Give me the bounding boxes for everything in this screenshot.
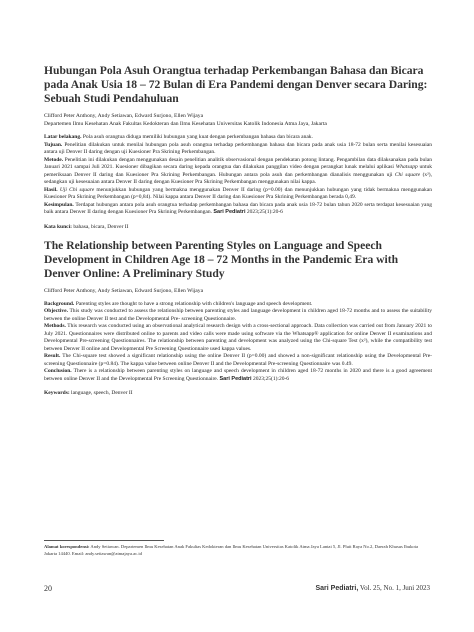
footnote-label: Alamat korespondensi: [44, 544, 90, 549]
running-footer [316, 584, 431, 592]
abstract-text: Pola asuh orangtua diduga memiliki hubungan yang kuat dengan perkembangan bahasa dan bicara anak. [82, 134, 313, 140]
author-list-indonesian: Clifford Peter Anthony, Andy Setiawan, Edward Surjono, Ellen Wijaya [44, 113, 204, 119]
page-number: 20 [44, 584, 52, 593]
abstract-objective-id [44, 142, 432, 157]
footnote-divider [44, 540, 164, 541]
keywords-text: language, speech, Denver II [71, 390, 133, 396]
abstract-text: (x²), sedangkan uji kesesuaian antara Denver II daring dengan Kuesioner Pra Skrining Perkembangan menggunakan nilai kappa. [44, 171, 432, 185]
abstract-text: The Chi-square test showed a significant relationship using the online Denver II (p=0.00) and showed a non-significant relationship using the Developmental Pre-screening Questionnaire (p=0.84). The kappa value between online Denver II and the Developmental Pre-screening Questionnaire was 0.49. [44, 353, 432, 367]
abstract-text: untuk pemeriksaan Denver II daring dan Kuesioner Pra Skrining Perkembangan. Hubungan antara pola asuh dan perkembangan dianalisis menggunakan uji [44, 164, 433, 178]
abstract-indonesian [44, 134, 432, 217]
abstract-label: Conclusion. [44, 368, 72, 374]
keywords-indonesian [44, 223, 432, 231]
abstract-label: Methods. [44, 323, 66, 329]
abstract-label: Latar belakang. [44, 134, 82, 140]
abstract-label: Metode. [44, 156, 64, 163]
abstract-conclusion-en [44, 368, 432, 383]
author-affiliation: Departemen Ilmu Kesehatan Anak Fakultas Kedokteran dan Ilmu Kesehatan Universitas Katolik Indonesia Atma Jaya, Jakarta [44, 121, 327, 127]
author-list-english: Clifford Peter Anthony, Andy Setiawan, Edward Surjono, Ellen Wijaya [44, 287, 204, 294]
abstract-text: There is a relationship between parenting styles on language and speech development in children aged 18-72 months in 2020 and there is a good agreement between online Denver II and the Developmental Pre Screening Questionnaire. [44, 368, 432, 382]
abstract-italic: Whatsapp [395, 164, 418, 170]
abstract-english [44, 301, 432, 384]
abstract-result-en [44, 353, 432, 368]
journal-citation-volume: 2023;25(1):20-6 [252, 375, 290, 382]
abstract-label: Tujuan. [44, 141, 63, 148]
footnote-text: Andy Setiawan. Departemen Ilmu Kesehatan Anak Fakultas Kedokteran dan Ilmu Kesehatan Universitas Katolik Atma Jaya Lantai 5, Jl. Pluit Raya No.2, Daerah Khusus Ibukota Jakarta 14440. Email: andy.setiawan@atmajaya.ac.id [44, 544, 418, 556]
journal-citation-volume: 2023;25(1):20-6 [246, 209, 283, 215]
abstract-results-id [44, 187, 432, 202]
journal-citation-name: Sari Pediatri [213, 209, 246, 215]
abstract-text: This study was conducted to assess the relationship between parenting styles and language development in children aged 18-72 months and to assess the suitability between the online Denver II test and the Developmental Pre- screening Questionnaire. [44, 308, 432, 322]
keywords-text: bahasa, bicara, Denver II [73, 223, 129, 230]
article-content [44, 64, 432, 397]
abstract-label: Objective. [44, 308, 68, 314]
abstract-text: This research was conducted using an observational analytical research design with a cross-sectional approach. Data collection was carried out from January 2021 to July 2021. Questionnaires were distributed online to parents and video calls were made using software via the Whatsapp® application for online Denver II examinations and Developmental Pre-screening Questionnaires. The relationship between parenting and development was analyzed using the Chi-square Test (x²), while the compatibility test between Denver II online and Developmental Pre Screening Questionnaire used kappa values. [44, 323, 432, 352]
abstract-background-id [44, 134, 432, 142]
abstract-label: Kesimpulan. [44, 201, 74, 208]
keywords-english [44, 389, 432, 397]
abstract-text: Penelitian ini dilakukan dengan menggunakan desain penelitian analitik observasional dengan pendekatan potong lintang. Pengambilan data dilaksanakan pada bulan Januari 2021 sampai Juli 2021. Kuesioner dibagikan secara daring kepada orangtua dan dilakukan panggilan video dengan perangkat lunak melalui aplikasi [44, 156, 433, 170]
footer-issue: Vol. 25, No. 1, Juni 2023 [359, 584, 430, 592]
abstract-text: menunjukkan hubungan yang bermakna menggunakan Denver II daring (p=0.00) dan menunjukkan hubungan yang tidak bermakna menggunakan Kuesioner Pra Skrining Perkembangan (p=0,84). Nilai kappa antara Denver II daring dan Kuesioner Pra Skrining Perkembangan berada 0,49. [44, 186, 432, 200]
footer-journal-name: Sari Pediatri, [315, 585, 359, 592]
correspondence-footnote [44, 544, 424, 557]
abstract-objective-en [44, 308, 432, 323]
keywords-label: Kata kunci: [44, 223, 72, 230]
abstract-label: Hasil. [44, 186, 58, 193]
article-title-english: The Relationship between Parenting Styles on Language and Speech Development in Children Age 18 – 72 Months in the Pandemic Era with Denver Online: A Preliminary Study [44, 238, 399, 280]
abstract-italic: Chi square [394, 171, 421, 178]
abstract-background-en [44, 301, 432, 309]
abstract-italic: Uji Chi square [59, 186, 95, 193]
abstract-text: Parenting styles are thought to have a strong relationship with children's language and speech development. [75, 300, 313, 307]
abstract-conclusion-id [44, 202, 432, 217]
abstract-label: Result. [44, 353, 61, 359]
article-title-indonesian: Hubungan Pola Asuh Orangtua terhadap Perkembangan Bahasa dan Bicara pada Anak Usia 18 – 72 Bulan di Era Pandemi dengan Denver secara Daring: Sebuah Studi Pendahuluan [44, 64, 428, 105]
abstract-label: Background. [44, 300, 75, 307]
journal-citation-name: Sari Pediatri [219, 375, 252, 382]
abstract-text: Terdapat hubungan antara pola asuh orangtua terhadap perkembangan bahasa dan bicara pada anak usia 18-72 bulan tahun 2020 serta terdapat kesesuaian yang baik antara Denver II daring dengan Kuesioner Pra Skrining Perkembangan. [44, 201, 432, 215]
abstract-methods-id [44, 157, 432, 187]
keywords-label: Keywords: [44, 390, 70, 396]
abstract-text: Penelitian dilakukan untuk menilai hubungan pola asuh orangtua terhadap perkembangan bahasa dan bicara pada anak usia 18-72 bulan serta menilai kesesuaian antara uji Denver II daring dengan uji Kuesioner Pra Skrining Perkembangan. [44, 141, 432, 155]
abstract-methods-en [44, 323, 432, 353]
